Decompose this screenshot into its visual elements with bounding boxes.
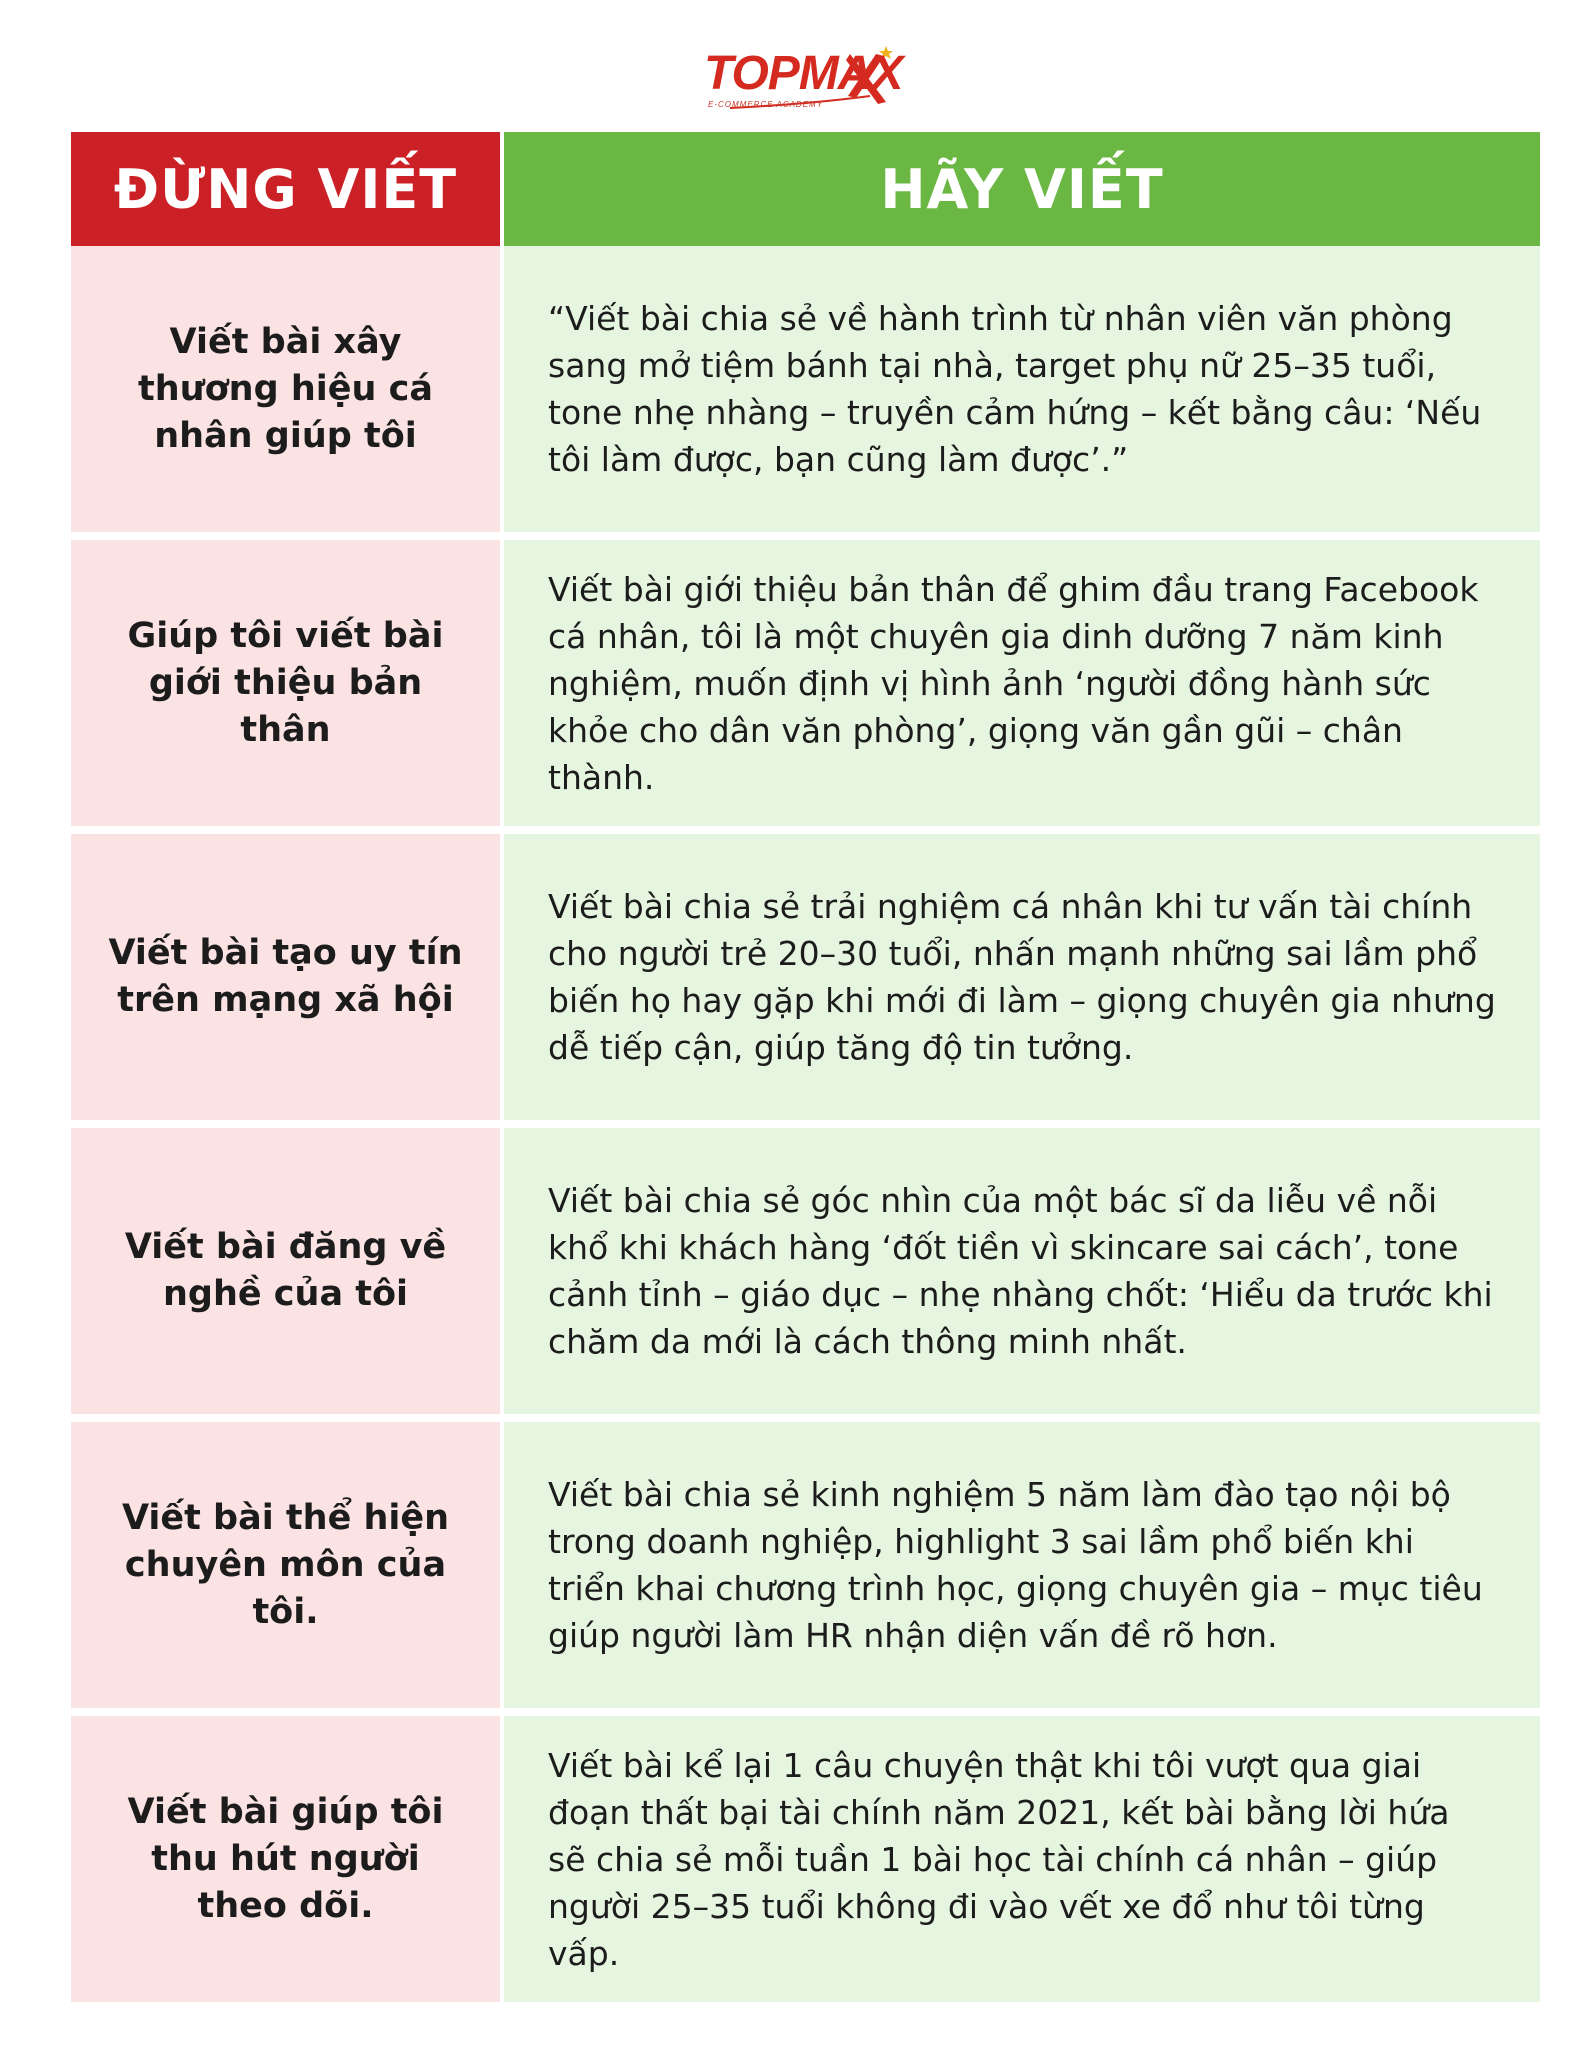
do-cell — [504, 834, 1540, 1120]
do-text: Viết bài giới thiệu bản thân để ghim đầu trang Facebook cá nhân, tôi là một chuyên gia dinh dưỡng 7 năm kinh nghiệm, muốn định vị hình ảnh ‘người đồng hành sức khỏe cho dân văn phòng’, giọng văn gần gũi – chân thành. — [548, 569, 1479, 797]
do-text: Viết bài kể lại 1 câu chuyện thật khi tôi vượt qua giai đoạn thất bại tài chính năm 2021, kết bài bằng lời hứa sẽ chia sẻ mỗi tuần 1 bài học tài chính cá nhân – giúp người 25–35 tuổi không đi vào vết xe đổ như tôi từng vấp. — [548, 1745, 1450, 1973]
dont-cell: Viết bài thể hiện chuyên môn của tôi. — [71, 1422, 500, 1708]
dont-cell: Viết bài xây thương hiệu cá nhân giúp tôi — [71, 246, 500, 532]
table-row — [71, 1716, 1540, 2002]
logo-subtitle: E-COMMERCE ACADEMY — [708, 100, 824, 109]
topmax-logo — [700, 46, 903, 110]
do-text: Viết bài chia sẻ kinh nghiệm 5 năm làm đào tạo nội bộ trong doanh nghiệp, highlight 3 sai lầm phổ biến khi triển khai chương trình học, giọng chuyên gia – mục tiêu giúp người làm HR nhận diện vấn đề rõ hơn. — [548, 1475, 1483, 1655]
table-row — [71, 246, 1540, 532]
do-cell — [504, 1422, 1540, 1708]
do-cell — [504, 246, 1540, 532]
comparison-table — [71, 132, 1540, 2002]
dont-cell: Giúp tôi viết bài giới thiệu bản thân — [71, 540, 500, 826]
dont-cell: Viết bài giúp tôi thu hút người theo dõi. — [71, 1716, 500, 2002]
table-row — [71, 540, 1540, 826]
header-do-write: HÃY VIẾT — [504, 132, 1540, 246]
do-cell — [504, 1716, 1540, 2002]
do-cell — [504, 1128, 1540, 1414]
do-text: “Viết bài chia sẻ về hành trình từ nhân viên văn phòng sang mở tiệm bánh tại nhà, target phụ nữ 25–35 tuổi, tone nhẹ nhàng – truyền cảm hứng – kết bằng câu: ‘Nếu tôi làm được, bạn cũng làm được’.” — [548, 299, 1482, 479]
table-row — [71, 1128, 1540, 1414]
do-cell — [504, 540, 1540, 826]
do-text: Viết bài chia sẻ trải nghiệm cá nhân khi tư vấn tài chính cho người trẻ 20–30 tuổi, nhấn mạnh những sai lầm phổ biến họ hay gặp khi mới đi làm – giọng chuyên gia nhưng dễ tiếp cận, giúp tăng độ tin tưởng. — [548, 887, 1496, 1067]
dont-cell: Viết bài tạo uy tín trên mạng xã hội — [71, 834, 500, 1120]
header-dont-write: ĐỪNG VIẾT — [71, 132, 500, 246]
logo-text: TOPMAX — [704, 47, 903, 100]
table-header — [71, 132, 1540, 246]
do-text: Viết bài chia sẻ góc nhìn của một bác sĩ da liễu về nỗi khổ khi khách hàng ‘đốt tiền vì skincare sai cách’, tone cảnh tỉnh – giáo dục – nhẹ nhàng chốt: ‘Hiểu da trước khi chăm da mới là cách thông minh nhất. — [548, 1181, 1493, 1361]
table-row — [71, 834, 1540, 1120]
table-row — [71, 1422, 1540, 1708]
dont-cell: Viết bài đăng về nghề của tôi — [71, 1128, 500, 1414]
